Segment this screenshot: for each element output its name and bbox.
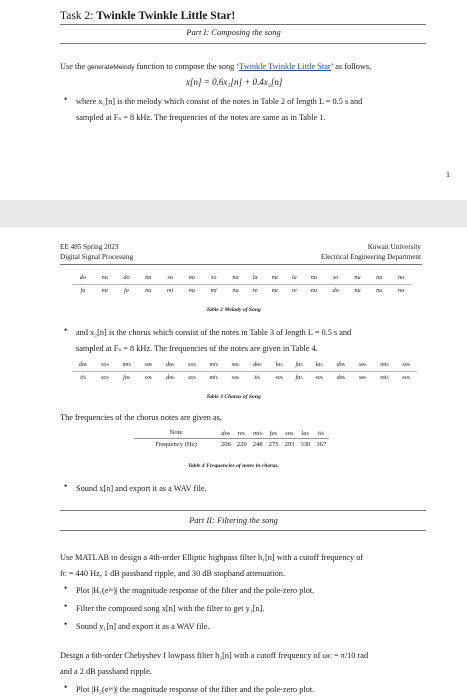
course-name: Digital Signal Processing <box>60 253 134 261</box>
note-cell: soₕ <box>231 374 240 381</box>
d1-bullet3: Sound y₁[n] and export it as a WAV file. <box>76 622 210 631</box>
note-cell: nu <box>101 274 108 281</box>
note-cell: mi <box>210 287 217 294</box>
bullet2-line2: sampled at Fₛ = 8 kHz. The frequencies of the notes are given in Table 4. <box>76 344 318 353</box>
table-row <box>72 358 417 371</box>
part2-rule-bottom <box>60 530 426 531</box>
d2-bullet1: Plot |H₂(eʲʷ)| the magnitude response of the filter and the pole-zero plot. <box>76 685 315 694</box>
note-cell: faₕ <box>123 374 131 381</box>
table-row: Frequency (Hz) 206 220 248 275 293 330 367 <box>134 439 329 451</box>
note-cell: nu <box>310 274 317 281</box>
header-rule <box>60 264 422 265</box>
note-cell: soₕ <box>231 361 240 368</box>
page-number: 1 <box>446 170 450 179</box>
function-name: generateMelody <box>87 64 135 71</box>
song-link[interactable]: Twinkle Twinkle Little Star <box>239 62 331 71</box>
note-cell: faₕ <box>295 374 304 381</box>
design1-line1: Use MATLAB to design a 4th-order Elliptic highpass filter h₁[n] with a cutoff frequency of <box>60 553 364 562</box>
bullet3-text: Sound x[n] and export it as a WAV file. <box>76 484 207 493</box>
bullet2-line1: and x₂[n] is the chorus which consist of the notes in Table 3 of length L = 0.5 s and <box>76 328 352 337</box>
note-cell: la <box>291 274 297 281</box>
note-cell: doₕ <box>165 361 175 368</box>
bullet-dot: • <box>64 325 68 335</box>
note-cell: nu <box>271 287 278 294</box>
design2-line1: Design a 6th-order Chebyshev I lowpass filter h₂[n] with a cutoff frequency of ωᴄ = π/10 rad <box>60 651 369 660</box>
note-cell: miₕ <box>122 361 132 368</box>
note-cell: nu <box>188 287 195 294</box>
note-cell: doₕ <box>336 361 346 368</box>
table-row <box>72 371 417 384</box>
note-cell: faₕ <box>295 361 304 368</box>
note-cell: nu <box>232 274 239 281</box>
note-cell: soₕ <box>402 361 411 368</box>
note-cell: fa <box>124 287 129 294</box>
bullet-dot: • <box>64 601 68 611</box>
note-cell: nu <box>310 287 317 294</box>
note-cell: do <box>332 287 339 294</box>
part2-rule-top <box>60 510 426 511</box>
bullet1-line2: sampled at Fₛ = 8 kHz. The frequencies of the notes are same as in Table 1. <box>76 113 326 122</box>
note-cell: so <box>167 274 173 281</box>
title-rule <box>60 24 426 25</box>
note-cell: soₕ <box>188 361 197 368</box>
intro-text: Use the generateMelody function to compose the song ‘Twinkle Twinkle Little Star’ as follows, <box>60 62 372 71</box>
note-cell: do <box>79 274 86 281</box>
note-cell: soₕ <box>358 374 367 381</box>
note-cell: nu <box>397 287 405 294</box>
note-cell: nu <box>271 274 278 281</box>
note-cell: soₕ <box>315 374 324 381</box>
note-cell: soₕ <box>101 374 110 381</box>
note-cell: nu <box>354 274 361 281</box>
bullet-dot: • <box>64 481 68 491</box>
part1-title: Part I: Composing the song <box>186 27 281 37</box>
table3-caption: Table 3 Chorus of Song <box>206 394 261 400</box>
note-cell: soₕ <box>402 374 411 381</box>
frequency-header: Frequency (Hz) <box>134 439 218 451</box>
design1-line2: fᴄ = 440 Hz, 1 dB passband ripple, and 30 dB stopband attenuation. <box>60 569 286 578</box>
bullet-dot: • <box>64 583 68 593</box>
table-row <box>72 271 412 284</box>
table-row: Note doₕ reₕ miₕ faₕ soₕ laₕ tiₕ <box>134 427 329 439</box>
note-cell: nu <box>376 287 383 294</box>
note-cell: laₕ <box>275 361 284 368</box>
note-cell: mi <box>166 287 174 294</box>
note-cell: doₕ <box>165 374 175 381</box>
note-cell: miₕ <box>380 361 390 368</box>
note-cell: doₕ <box>253 361 262 368</box>
document-page-1 <box>0 0 467 200</box>
freq-intro: The frequencies of the chorus notes are given as, <box>60 413 222 422</box>
note-cell: nu <box>188 274 195 281</box>
note-cell: soₕ <box>144 374 153 381</box>
note-cell: miₕ <box>380 374 390 381</box>
note-cell: nu <box>397 274 405 281</box>
table-row <box>72 284 412 297</box>
note-cell: tiₕ <box>80 374 87 381</box>
note-cell: laₕ <box>315 361 324 368</box>
note-cell: doₕ <box>336 374 346 381</box>
note-cell: do <box>123 274 130 281</box>
note-cell: re <box>291 287 297 294</box>
note-cell: nu <box>232 287 239 294</box>
note-cell: so <box>210 274 217 281</box>
melody-table-divider <box>72 284 412 285</box>
bullet1-line1: where x₁[n] is the melody which consist of the notes in Table 2 of length L = 0.5 s and <box>76 97 363 106</box>
d1-bullet1: Plot |H₁(eʲʷ)| the magnitude response of the filter and the pole-zero plot. <box>76 586 315 595</box>
task-title: Task 2: Twinkle Twinkle Little Star! <box>60 10 236 22</box>
mix-equation: x[n] = 0.6x₁[n] + 0.4x₂[n] <box>186 77 283 87</box>
frequency-table <box>134 427 329 450</box>
task-title-bold: Twinkle Twinkle Little Star! <box>96 10 236 22</box>
bullet-dot: • <box>64 94 68 104</box>
note-cell: fa <box>80 287 86 294</box>
course-code: EE 485 Spring 2023 <box>60 243 119 251</box>
department: Electrical Engineering Department <box>320 253 421 261</box>
table4-caption: Table 4 Frequencies of notes in chorus. <box>187 463 279 469</box>
note-cell: miₕ <box>209 361 219 368</box>
note-cell: nu <box>145 287 152 294</box>
note-cell: soₕ <box>358 361 367 368</box>
note-cell: la <box>252 274 258 281</box>
part2-title: Part II: Filtering the song <box>189 515 278 525</box>
note-cell: so <box>332 274 339 281</box>
note-cell: doₕ <box>78 361 88 368</box>
note-cell: nu <box>145 274 152 281</box>
university: Kuwait University <box>367 243 421 251</box>
table2-caption: Table 2 Melody of Song <box>206 307 261 313</box>
note-cell: soₕ <box>188 374 197 381</box>
bullet-dot: • <box>64 619 68 629</box>
chorus-table-divider <box>72 371 417 372</box>
note-cell: tiₕ <box>254 374 261 381</box>
note-cell: soₕ <box>144 361 153 368</box>
design2-line2: and a 2 dB passband ripple. <box>60 667 152 676</box>
document-page-2 <box>0 227 467 700</box>
note-cell: nu <box>376 274 383 281</box>
page-separator <box>0 200 467 227</box>
note-cell: soₕ <box>275 374 284 381</box>
note-cell: soₕ <box>101 361 110 368</box>
note-cell: re <box>252 287 258 294</box>
bullet-dot: • <box>64 682 68 692</box>
note-cell: nu <box>101 287 108 294</box>
d1-bullet2: Filter the composed song x[n] with the filter to get y₁[n]. <box>76 604 265 613</box>
note-header: Note <box>169 429 183 436</box>
note-cell: nu <box>354 287 361 294</box>
part1-rule <box>60 43 426 44</box>
note-cell: miₕ <box>209 374 219 381</box>
